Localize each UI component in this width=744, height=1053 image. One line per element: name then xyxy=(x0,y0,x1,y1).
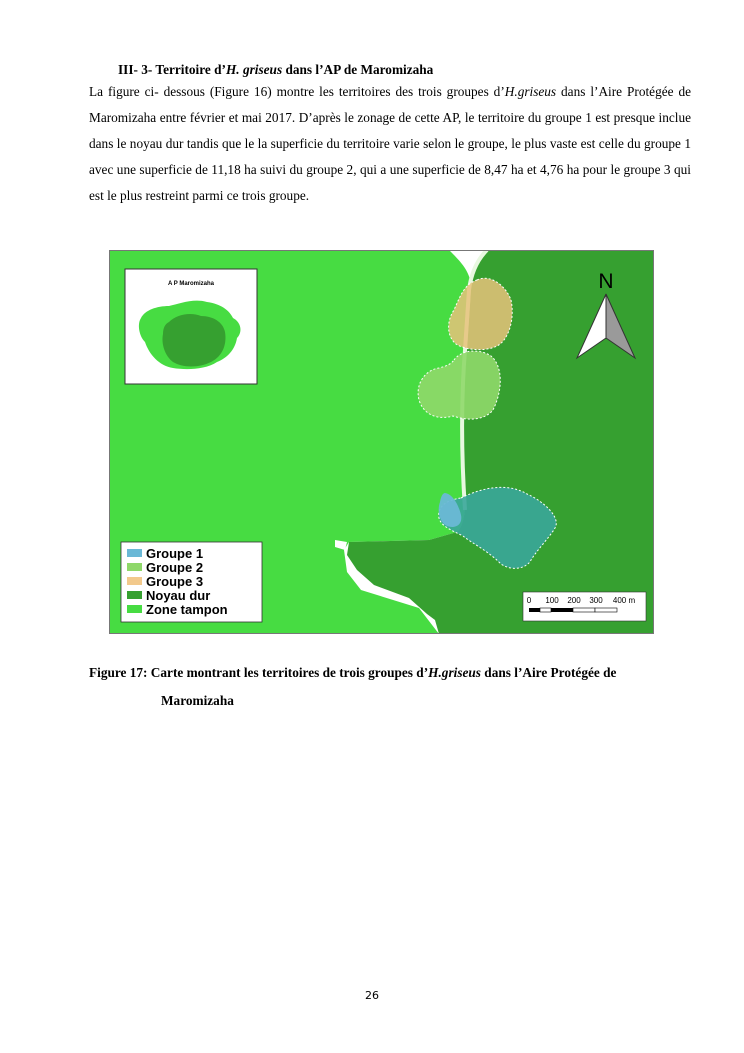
caption-species: H.griseus xyxy=(428,665,481,680)
legend-label-groupe-1: Groupe 1 xyxy=(146,546,204,561)
territory-map xyxy=(109,250,654,634)
heading-species: H. griseus xyxy=(225,62,283,77)
scale-label-300: 300 xyxy=(589,596,603,605)
territory-map-figure xyxy=(109,250,654,634)
scale-seg-5 xyxy=(595,608,617,612)
inset-core-zone xyxy=(162,314,225,367)
page-number: 26 xyxy=(365,989,379,1002)
paragraph-species: H.griseus xyxy=(504,84,557,99)
legend-swatch-groupe-3 xyxy=(127,577,142,585)
scale-seg-2 xyxy=(540,608,551,612)
body-paragraph xyxy=(89,79,691,209)
inset-map xyxy=(125,269,257,384)
figure-caption xyxy=(89,659,694,715)
paragraph-part2: dans l’Aire Protégée de Maromizaha entre février et mai 2017. D’après le zonage de cette AP, le territoire du groupe 1 est presque inclue dans le noyau dur tandis que le la superficie du territoire varie selon le groupe, le plus vaste est celle du groupe 1 avec une superficie de 11,18 ha suivi du groupe 2, qui a une superficie de 8,47 ha et 4,76 ha pour le groupe 3 qui est le plus restreint parmi ce trois groupe. xyxy=(89,84,691,203)
caption-line-1 xyxy=(89,659,694,687)
scale-seg-1 xyxy=(529,608,540,612)
inset-title: A P Maromizaha xyxy=(167,281,215,287)
legend-swatch-groupe-2 xyxy=(127,563,142,571)
legend-swatch-noyau-dur xyxy=(127,591,142,599)
heading-suffix: dans l’AP de Maromizaha xyxy=(282,62,434,77)
paragraph-part1: La figure ci- dessous (Figure 16) montre les territoires des trois groupes d’ xyxy=(89,84,505,99)
scale-label-400m: 400 m xyxy=(612,596,636,605)
legend-label-noyau-dur: Noyau dur xyxy=(146,588,211,603)
scale-seg-4 xyxy=(573,608,595,612)
north-label: N xyxy=(598,270,614,293)
legend-label-groupe-2: Groupe 2 xyxy=(146,560,204,575)
scale-bar xyxy=(523,592,646,621)
scale-label-100: 100 xyxy=(545,596,559,605)
caption-prefix: Figure 17: Carte montrant les territoires de trois groupes d’ xyxy=(89,665,429,680)
legend-label-groupe-3: Groupe 3 xyxy=(146,574,204,589)
map-legend xyxy=(121,542,262,622)
scale-seg-3 xyxy=(551,608,573,612)
section-heading xyxy=(118,62,433,78)
legend-swatch-zone-tampon xyxy=(127,605,142,613)
caption-line-2: Maromizaha xyxy=(161,693,234,708)
legend-label-zone-tampon: Zone tampon xyxy=(146,602,228,617)
scale-label-0: 0 xyxy=(526,596,532,605)
heading-prefix: III- 3- Territoire d’ xyxy=(118,62,226,77)
caption-suffix: dans l’Aire Protégée de xyxy=(480,665,617,680)
legend-swatch-groupe-1 xyxy=(127,549,142,557)
scale-label-200: 200 xyxy=(567,596,581,605)
